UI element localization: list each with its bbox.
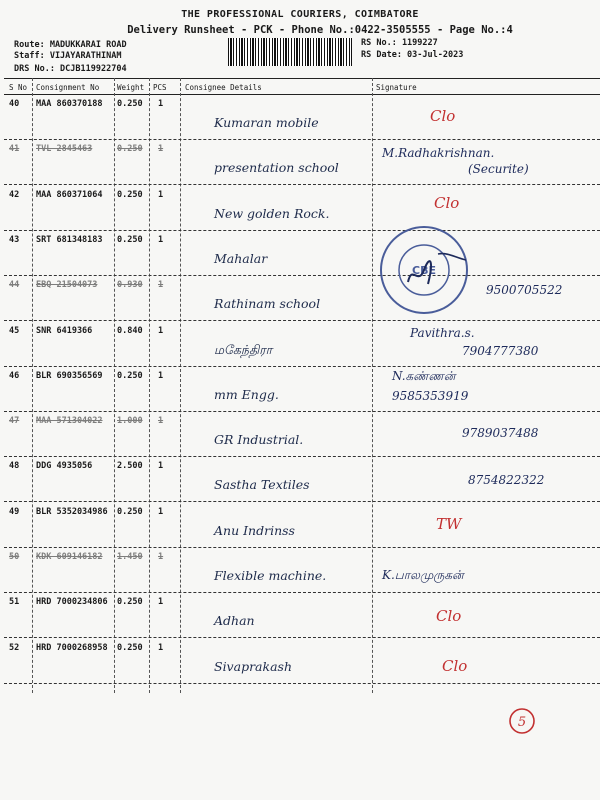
staff-label: Staff: VIJAYARATHINAM: [14, 51, 122, 61]
pieces: 1: [158, 506, 164, 517]
weight: 0.250: [117, 642, 143, 653]
serial-number: 41: [9, 144, 20, 155]
signature-text: M.Radhakrishnan.: [382, 146, 495, 161]
consignee-name: GR Industrial.: [214, 432, 304, 448]
svg-text:CBE: CBE: [412, 264, 436, 277]
consignment-number: HRD 7000268958: [36, 642, 108, 653]
consignment-number: EBQ 21504073: [36, 280, 98, 291]
company-title: THE PROFESSIONAL COURIERS, COIMBATORE: [181, 9, 419, 20]
weight: 0.250: [117, 144, 143, 155]
consignment-number: SNR 6419366: [36, 325, 93, 336]
serial-number: 46: [9, 370, 20, 381]
table-row: [0, 639, 600, 684]
pieces: 1: [158, 461, 164, 472]
weight: 0.250: [117, 506, 143, 517]
col-header-sno: S No: [9, 83, 28, 92]
consignee-name: New golden Rock.: [214, 205, 330, 221]
table-row: [0, 412, 600, 457]
row-divider: [4, 683, 600, 684]
pieces: 1: [158, 370, 164, 381]
col-header-consignment: Consignment No: [36, 83, 100, 92]
table-row: [0, 231, 600, 276]
weight: 0.250: [117, 189, 143, 200]
pieces: 1: [158, 280, 164, 291]
consignee-name: Rathinam school: [214, 296, 321, 312]
table-row: [0, 140, 600, 185]
consignee-name: Mahalar: [214, 250, 268, 266]
circled-number: 5: [517, 715, 527, 730]
col-header-consignee: Consignee Details: [185, 83, 262, 92]
table-row: [0, 457, 600, 502]
signature-text: 7904777380: [462, 343, 539, 358]
signature-text: K.பாலமுருகன்: [382, 568, 464, 582]
serial-number: 43: [9, 234, 20, 245]
table-row: [0, 367, 600, 412]
consignee-name: Sivaprakash: [214, 658, 292, 674]
consignment-number: KDK 609146182: [36, 552, 103, 562]
pieces: 1: [158, 416, 164, 427]
barcode-image: [228, 38, 352, 66]
consignment-number: DDG 4935056: [36, 461, 93, 472]
page-count-circle: [508, 707, 536, 735]
table-row: [0, 593, 600, 638]
consignment-number: MAA 860370188: [36, 99, 103, 109]
signature-text: Clo: [442, 656, 468, 675]
weight: 0.250: [117, 99, 143, 109]
consignment-number: HRD 7000234806: [36, 597, 108, 608]
weight: 0.250: [117, 597, 143, 608]
header-rule-top: [4, 78, 600, 79]
serial-number: 52: [9, 642, 20, 653]
weight: 2.500: [117, 461, 143, 472]
signature-text: (Securite): [468, 162, 529, 177]
weight: 0.930: [117, 280, 143, 291]
serial-number: 48: [9, 461, 20, 472]
signature-text: 9585353919: [392, 388, 469, 403]
serial-number: 44: [9, 280, 20, 291]
consignee-name: Anu Indrinss: [214, 522, 295, 538]
pieces: 1: [158, 234, 164, 245]
consignment-number: TVL 2845463: [36, 144, 93, 155]
pieces: 1: [158, 597, 164, 608]
signature-text: 8754822322: [468, 473, 545, 488]
weight: 0.250: [117, 370, 143, 381]
pieces: 1: [158, 325, 164, 336]
signature-text: 9789037488: [462, 426, 539, 441]
signature-text: N.கண்ணன்: [392, 368, 456, 383]
consignee-name: mm Engg.: [214, 386, 279, 402]
signature-text: Clo: [434, 193, 460, 212]
table-row: [0, 503, 600, 548]
table-row: [0, 95, 600, 140]
consignee-name: Adhan: [214, 613, 255, 629]
signature-text: Clo: [436, 607, 462, 626]
serial-number: 45: [9, 325, 20, 336]
table-row: [0, 322, 600, 367]
consignee-name: மகேந்திரா: [214, 341, 273, 357]
table-row: [0, 276, 600, 321]
serial-number: 40: [9, 99, 20, 109]
pieces: 1: [158, 642, 164, 653]
pieces: 1: [158, 144, 164, 155]
rs-date: RS Date: 03-Jul-2023: [361, 50, 464, 60]
pieces: 1: [158, 552, 164, 562]
serial-number: 50: [9, 552, 20, 562]
weight: 1.000: [117, 416, 143, 427]
drs-number: DRS No.: DCJB119922704: [14, 64, 127, 74]
company-seal-stamp: [378, 224, 470, 316]
weight: 1.450: [117, 552, 143, 562]
consignment-number: SRT 681348183: [36, 234, 103, 245]
pieces: 1: [158, 99, 164, 109]
consignee-name: Kumaran mobile: [214, 115, 319, 130]
serial-number: 51: [9, 597, 20, 608]
consignment-number: BLR 5352034986: [36, 506, 108, 517]
table-row: [0, 186, 600, 231]
serial-number: 42: [9, 189, 20, 200]
consignment-number: MAA 571304022: [36, 416, 103, 427]
consignee-name: presentation school: [214, 160, 339, 176]
signature-text: 9500705522: [486, 283, 563, 298]
consignee-name: Sastha Textiles: [214, 477, 310, 493]
signature-text: Clo: [430, 107, 456, 125]
serial-number: 47: [9, 416, 20, 427]
signature-text: TW: [436, 514, 462, 533]
weight: 0.250: [117, 234, 143, 245]
col-header-signature: Signature: [376, 83, 417, 92]
pieces: 1: [158, 189, 164, 200]
consignee-name: Flexible machine.: [214, 568, 327, 583]
table-row: [0, 548, 600, 593]
consignment-number: MAA 860371064: [36, 189, 103, 200]
serial-number: 49: [9, 506, 20, 517]
route-label: Route: MADUKKARAI ROAD: [14, 40, 127, 50]
col-header-weight: Weight: [117, 83, 145, 92]
runsheet-title: Delivery Runsheet - PCK - Phone No.:0422-3505555 - Page No.:4: [127, 24, 513, 36]
rs-number: RS No.: 1199227: [361, 38, 438, 48]
weight: 0.840: [117, 325, 143, 336]
col-header-pcs: PCS: [153, 83, 167, 92]
signature-text: Pavithra.s.: [410, 325, 475, 340]
consignment-number: BLR 690356569: [36, 370, 103, 381]
